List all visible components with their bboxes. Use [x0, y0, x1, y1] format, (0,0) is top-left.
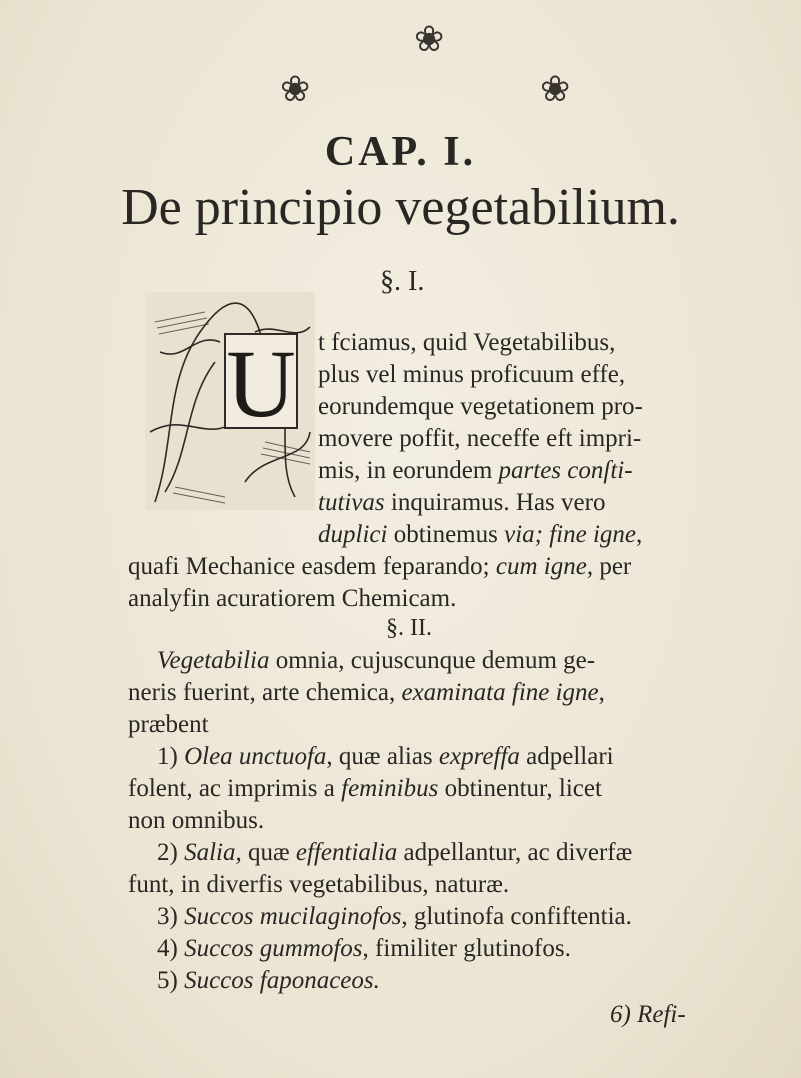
- text-line: duplici obtinemus via; fine igne,: [318, 521, 643, 548]
- text-line: neris fuerint, arte chemica, examinata fine igne,: [128, 679, 605, 706]
- decorated-initial-icon: [145, 292, 315, 510]
- text-line: tutivas inquiramus. Has vero: [318, 489, 606, 516]
- text-line: 5) Succos faponaceos.: [157, 967, 380, 994]
- section-marker-1: §. I.: [380, 266, 425, 297]
- text-line: non omnibus.: [128, 807, 265, 834]
- text-line: t fciamus, quid Vegetabilibus,: [318, 329, 616, 356]
- text-line: quafi Mechanice easdem feparando; cum igne, per: [128, 553, 632, 580]
- text-line: mis, in eorundem partes conſti-: [318, 457, 633, 484]
- text-line: 2) Salia, quæ effentialia adpellantur, ac diverfæ: [157, 839, 633, 866]
- catchword: 6) Refi-: [610, 1001, 686, 1028]
- flower-ornament-icon: ❀: [540, 69, 571, 110]
- section-marker-2: §. II.: [386, 615, 432, 641]
- text-line: 1) Olea unctuofa, quæ alias expreffa adpellari: [157, 743, 614, 770]
- text-line: funt, in diverfis vegetabilibus, naturæ.: [128, 871, 510, 898]
- flower-ornament-icon: ❀: [280, 69, 311, 110]
- text-line: plus vel minus proficuum effe,: [318, 361, 626, 388]
- chapter-title: De principio vegetabilium.: [121, 179, 680, 236]
- text-line: analyfin acuratiorem Chemicam.: [128, 585, 457, 612]
- text-line: folent, ac imprimis a feminibus obtinentur, licet: [128, 775, 602, 802]
- text-line: præbent: [128, 711, 209, 738]
- chapter-heading: CAP. I.: [324, 129, 477, 175]
- text-line: eorundemque vegetationem pro-: [318, 393, 643, 420]
- text-line: movere poffit, neceffe eft impri-: [318, 425, 642, 452]
- flower-ornament-icon: ❀: [414, 19, 445, 60]
- text-line: 4) Succos gummofos, fimiliter glutinofos.: [157, 935, 571, 962]
- text-line: 3) Succos mucilaginofos, glutinofa confiftentia.: [157, 903, 632, 930]
- text-line: Vegetabilia omnia, cujuscunque demum ge-: [157, 647, 596, 674]
- svg-text:U: U: [226, 330, 296, 437]
